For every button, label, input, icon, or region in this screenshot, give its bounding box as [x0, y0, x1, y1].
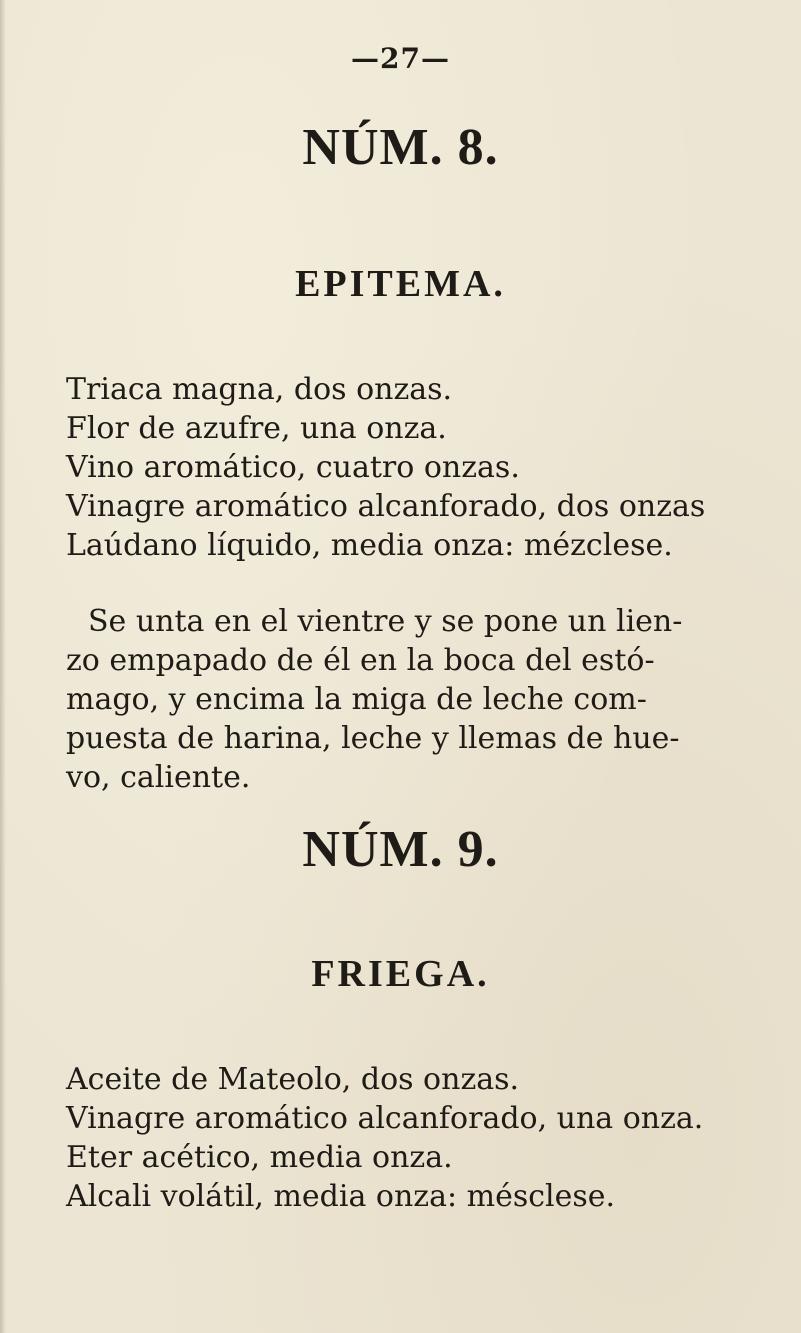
ingredient-line: Vinagre aromático alcanforado, una onza.	[66, 1101, 704, 1136]
page-number: —27—	[351, 42, 450, 75]
section-9-title: FRIEGA.	[311, 953, 490, 995]
page-binding-shadow	[0, 0, 6, 1333]
instruction-line: zo empapado de él en la boca del estó-	[66, 643, 655, 678]
instruction-line: puesta de harina, leche y llemas de hue-	[66, 721, 680, 756]
ingredient-line: Laúdano líquido, media onza: mézclese.	[66, 528, 673, 563]
section-8-title: EPITEMA.	[295, 263, 506, 305]
section-8-number: NÚM. 8.	[302, 119, 499, 176]
ingredient-line: Flor de azufre, una onza.	[66, 411, 447, 446]
ingredient-line: Vino aromático, cuatro onzas.	[66, 450, 520, 485]
instruction-line: mago, y encima la miga de leche com-	[66, 682, 647, 717]
instruction-line: Se unta en el vientre y se pone un lien-	[88, 604, 683, 639]
section-9-ingredient-list	[66, 1060, 766, 1216]
ingredient-line: Aceite de Mateolo, dos onzas.	[66, 1062, 520, 1097]
section-8-instructions	[66, 602, 756, 797]
section-9-number: NÚM. 9.	[302, 821, 499, 878]
ingredient-line: Vinagre aromático alcanforado, dos onzas	[66, 489, 706, 524]
ingredient-line: Alcali volátil, media onza: mésclese.	[66, 1179, 616, 1214]
ingredient-line: Triaca magna, dos onzas.	[66, 372, 453, 407]
section-8-ingredient-list	[66, 370, 766, 565]
ingredient-line: Eter acético, media onza.	[66, 1140, 453, 1175]
instruction-line: vo, caliente.	[66, 760, 251, 795]
